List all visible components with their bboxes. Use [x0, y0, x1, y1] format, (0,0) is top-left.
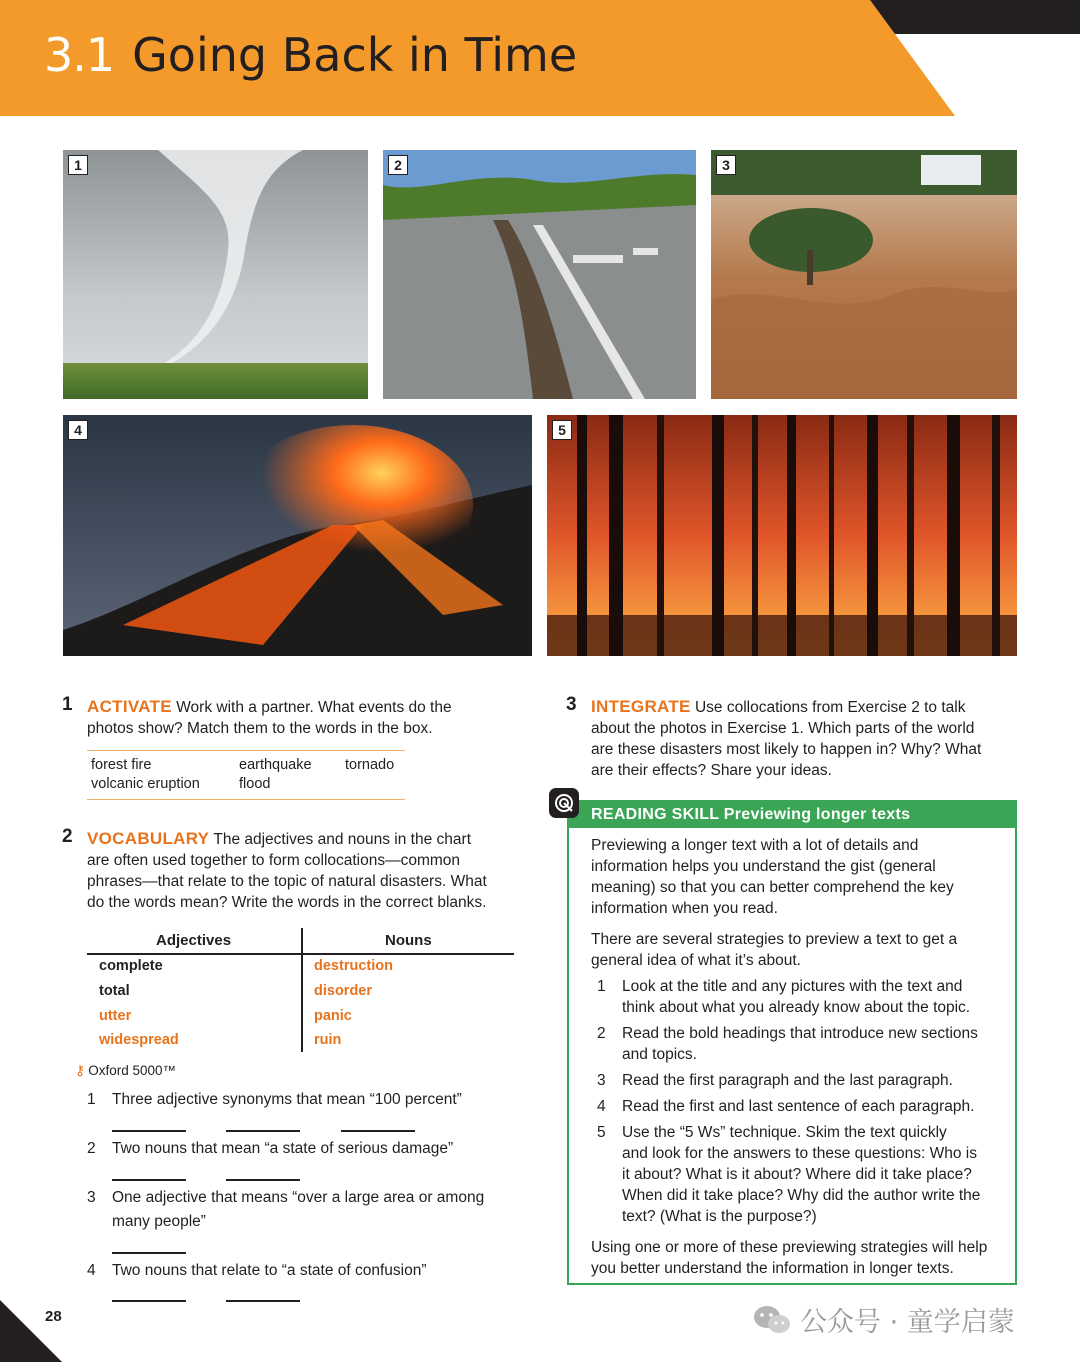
- photo-forest-fire: [547, 415, 1017, 656]
- word-box-item: earthquake: [239, 757, 312, 773]
- unit-number: 3.1: [44, 28, 115, 82]
- table-cell-noun: destruction: [314, 958, 393, 974]
- oxford-label: Oxford 5000™: [88, 1063, 177, 1078]
- exercise-3-keyword: INTEGRATE: [591, 697, 691, 716]
- oxford-5000-note: [75, 1062, 176, 1079]
- table-cell-adjective: complete: [99, 958, 163, 974]
- exercise-2-line: are often used together to form collocations—common: [87, 852, 461, 869]
- exercise-2-line: The adjectives and nouns in the chart: [213, 831, 471, 848]
- exercise-2-number: 2: [62, 826, 73, 847]
- wechat-icon: [752, 1304, 792, 1336]
- answer-blank[interactable]: [341, 1130, 415, 1132]
- strategy-number: 3: [597, 1072, 606, 1089]
- corner-accent: [870, 0, 1080, 34]
- strategy-line: When did it take place? Why did the author write the: [622, 1187, 981, 1204]
- exercise-1-keyword: ACTIVATE: [87, 697, 172, 716]
- conclusion-line: Using one or more of these previewing strategies will help: [591, 1239, 988, 1256]
- intro-line: information when you read.: [591, 900, 778, 917]
- answer-blank[interactable]: [226, 1179, 300, 1181]
- strategy-line: think about what you already know about the topic.: [622, 999, 971, 1016]
- strategy-item: [597, 1122, 1007, 1230]
- answer-blank[interactable]: [226, 1300, 300, 1302]
- exercise-3-line: are these disasters most likely to happen in? Why? What: [591, 741, 982, 758]
- conclusion-line: you better understand the information in longer texts.: [591, 1260, 954, 1277]
- strategy-line: Read the bold headings that introduce new sections: [622, 1025, 978, 1042]
- flood-photo-icon: [711, 150, 1017, 399]
- exercise-2-text: [87, 828, 527, 913]
- strategy-text: [622, 1122, 980, 1227]
- question-text: Two nouns that mean “a state of serious damage”: [112, 1140, 454, 1157]
- photo-earthquake: [383, 150, 696, 399]
- word-box-item: flood: [239, 776, 271, 792]
- photo-number: 1: [68, 155, 88, 175]
- photo-number: 5: [552, 420, 572, 440]
- answer-blank[interactable]: [112, 1179, 186, 1181]
- question-text: Three adjective synonyms that mean “100 percent”: [112, 1091, 462, 1108]
- strategy-text: [622, 1023, 978, 1065]
- question-number: 1: [87, 1091, 96, 1108]
- exercise-2-keyword: VOCABULARY: [87, 829, 210, 848]
- strategy-text: [622, 1096, 974, 1117]
- strategy-line: Read the first paragraph and the last paragraph.: [622, 1072, 953, 1089]
- word-box: [87, 750, 405, 800]
- table-cell-adjective: utter: [99, 1008, 132, 1024]
- answer-blank[interactable]: [112, 1130, 186, 1132]
- strategy-line: Use the “5 Ws” technique. Skim the text quickly: [622, 1124, 947, 1141]
- strategy-number: 5: [597, 1124, 606, 1141]
- watermark-text: 公众号 · 童学启蒙: [800, 1307, 1015, 1338]
- exercise-1-line: Work with a partner. What events do the: [176, 699, 452, 716]
- word-box-item: volcanic eruption: [91, 776, 200, 792]
- reading-skill-box: [567, 800, 1017, 1285]
- strategies-intro: [591, 929, 1011, 971]
- question-number: 4: [87, 1262, 96, 1279]
- question-text: One adjective that means “over a large area or among: [112, 1189, 485, 1206]
- strategy-text: [622, 1070, 953, 1091]
- forest-fire-photo-icon: [547, 415, 1017, 656]
- exercise-2-line: do the words mean? Write the words in the correct blanks.: [87, 894, 487, 911]
- reading-skill-icon: [549, 788, 579, 818]
- answer-blank[interactable]: [226, 1130, 300, 1132]
- strategies-intro-line: There are several strategies to preview a text to get a: [591, 931, 958, 948]
- table-cell-noun: disorder: [314, 983, 373, 999]
- exercise-3-line: about the photos in Exercise 1. Which parts of the world: [591, 720, 975, 737]
- question-item: [87, 1259, 527, 1289]
- unit-title: Going Back in Time: [132, 28, 578, 82]
- photo-number: 2: [388, 155, 408, 175]
- question-item: [87, 1186, 527, 1236]
- watermark: [752, 1300, 1015, 1339]
- intro-line: Previewing a longer text with a lot of details and: [591, 837, 919, 854]
- word-box-item: tornado: [345, 757, 395, 773]
- reading-skill-title: READING SKILL Previewing longer texts: [569, 802, 1015, 828]
- table-cell-noun: panic: [314, 1008, 352, 1024]
- question-text: Two nouns that relate to “a state of confusion”: [112, 1262, 427, 1279]
- intro-line: information helps you understand the gist (general: [591, 858, 936, 875]
- question-item: [87, 1137, 527, 1185]
- strategy-item: [597, 1096, 1007, 1118]
- exercise-3-text: [591, 696, 1021, 781]
- strategy-line: Read the first and last sentence of each paragraph.: [622, 1098, 975, 1115]
- key-icon: ⚷: [75, 1062, 86, 1078]
- reading-skill-conclusion: [591, 1237, 1016, 1279]
- strategy-number: 1: [597, 978, 606, 995]
- exercise-3-line: Use collocations from Exercise 2 to talk: [694, 699, 966, 716]
- photo-number: 4: [68, 420, 88, 440]
- tornado-photo-icon: [63, 150, 368, 399]
- page-number: 28: [45, 1308, 62, 1325]
- exercise-3-line: are their effects? Share your ideas.: [591, 762, 832, 779]
- table-header-nouns: Nouns: [385, 932, 432, 949]
- photo-flood: [711, 150, 1017, 399]
- strategy-number: 2: [597, 1025, 606, 1042]
- volcano-photo-icon: [63, 415, 532, 656]
- strategy-item: [597, 1070, 1007, 1092]
- strategies-intro-line: general idea of what it’s about.: [591, 952, 801, 969]
- earthquake-road-photo-icon: [383, 150, 696, 399]
- page-title: [44, 28, 577, 92]
- table-header-adjectives: Adjectives: [156, 932, 232, 949]
- strategy-text: [622, 976, 970, 1018]
- table-column-divider: [301, 928, 303, 1052]
- strategy-item: [597, 1023, 1007, 1067]
- strategy-line: text? (What is the purpose?): [622, 1208, 817, 1225]
- question-number: 2: [87, 1140, 96, 1157]
- answer-blank[interactable]: [112, 1252, 186, 1254]
- question-number: 3: [87, 1189, 96, 1206]
- question-text: many people”: [112, 1213, 206, 1230]
- strategy-line: it about? What is it about? Where did it take place?: [622, 1166, 972, 1183]
- exercise-1-line: photos show? Match them to the words in the box.: [87, 720, 433, 737]
- exercise-2-line: phrases—that relate to the topic of natural disasters. What: [87, 873, 487, 890]
- reading-skill-intro: [591, 835, 1011, 919]
- answer-blank[interactable]: [112, 1300, 186, 1302]
- table-cell-noun: ruin: [314, 1032, 342, 1048]
- strategy-number: 4: [597, 1098, 606, 1115]
- word-box-item: forest fire: [91, 757, 152, 773]
- exercise-1-text: [87, 696, 527, 739]
- intro-line: meaning) so that you can better comprehend the key: [591, 879, 954, 896]
- strategy-item: [597, 976, 1007, 1020]
- photo-volcano: [63, 415, 532, 656]
- table-cell-adjective: total: [99, 983, 130, 999]
- exercise-3-number: 3: [566, 694, 577, 715]
- exercise-1-number: 1: [62, 694, 73, 715]
- question-item: [87, 1088, 527, 1136]
- photo-number: 3: [716, 155, 736, 175]
- strategy-line: Look at the title and any pictures with the text and: [622, 978, 963, 995]
- strategy-line: and look for the answers to these questions: Who is: [622, 1145, 977, 1162]
- photo-tornado: [63, 150, 368, 399]
- strategy-line: and topics.: [622, 1046, 697, 1063]
- table-cell-adjective: widespread: [99, 1032, 179, 1048]
